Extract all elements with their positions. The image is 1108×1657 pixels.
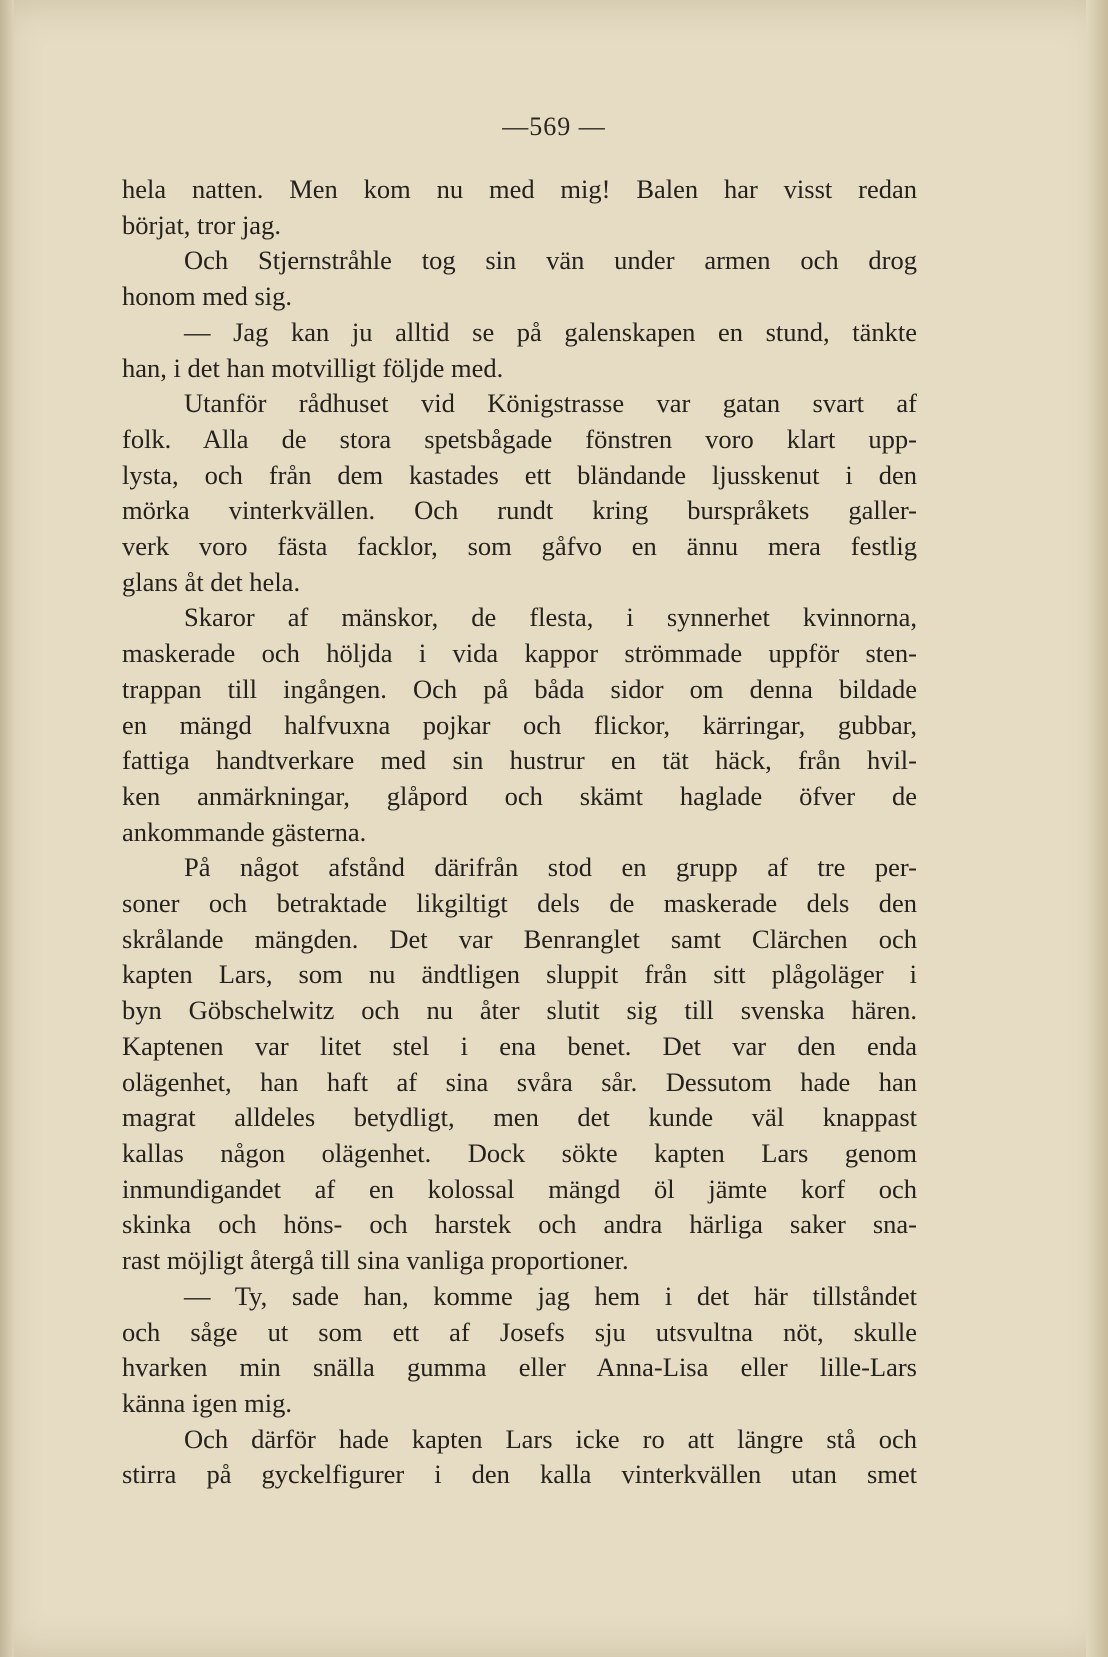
text-line: honom med sig. bbox=[122, 281, 293, 312]
text-line: ken anmärkningar, glåpord och skämt haglade öfver de bbox=[122, 780, 917, 811]
text-line: han, i det han motvilligt följde med. bbox=[122, 352, 504, 383]
text-line: kallas någon olägenhet. Dock sökte kapten Lars genom bbox=[122, 1137, 917, 1168]
text-line: skrålande mängden. Det var Benranglet samt Clärchen och bbox=[122, 923, 917, 954]
text-line: ankommande gästerna. bbox=[122, 816, 367, 847]
text-line: fattiga handtverkare med sin hustrur en tät häck, från hvil- bbox=[122, 745, 917, 776]
text-line: Skaror af mänskor, de flesta, i synnerhet kvinnorna, bbox=[184, 602, 917, 633]
text-line: — Ty, sade han, komme jag hem i det här tillståndet bbox=[184, 1280, 917, 1311]
text-line: kapten Lars, som nu ändtligen sluppit från sitt plågoläger i bbox=[122, 959, 917, 990]
text-line: — Jag kan ju alltid se på galenskapen en stund, tänkte bbox=[184, 316, 917, 347]
text-line: mörka vinterkvällen. Och rundt kring burspråkets galler- bbox=[122, 495, 917, 526]
text-line: verk voro fästa facklor, som gåfvo en ännu mera festlig bbox=[122, 531, 917, 562]
text-line: och såge ut som ett af Josefs sju utsvultna nöt, skulle bbox=[122, 1316, 917, 1347]
text-line: Och Stjernstråhle tog sin vän under armen och drog bbox=[184, 245, 917, 276]
text-line: stirra på gyckelfigurer i den kalla vinterkvällen utan smet bbox=[122, 1459, 917, 1490]
text-line: trappan till ingången. Och på båda sidor om denna bildade bbox=[122, 673, 917, 704]
text-line: inmundigandet af en kolossal mängd öl jämte korf och bbox=[122, 1173, 917, 1204]
text-line: hela natten. Men kom nu med mig! Balen har visst redan bbox=[122, 174, 917, 204]
page-right-edge bbox=[1086, 0, 1108, 1657]
text-line: På något afstånd därifrån stod en grupp af tre per- bbox=[184, 852, 917, 883]
page-number: —569 — bbox=[502, 112, 606, 141]
text-line: soner och betraktade likgiltigt dels de maskerade dels den bbox=[122, 888, 917, 919]
text-line: börjat, tror jag. bbox=[122, 209, 281, 240]
text-line: byn Göbschelwitz och nu åter slutit sig till svenska hären. bbox=[122, 995, 917, 1026]
text-line: magrat alldeles betydligt, men det kunde väl knappast bbox=[122, 1102, 917, 1133]
text-line: Utanför rådhuset vid Königstrasse var gatan svart af bbox=[184, 388, 917, 419]
text-line: en mängd halfvuxna pojkar och flickor, kärringar, gubbar, bbox=[122, 709, 917, 740]
text-line: känna igen mig. bbox=[122, 1387, 292, 1418]
text-line: olägenhet, han haft af sina svåra sår. Dessutom hade han bbox=[122, 1066, 917, 1097]
text-line: hvarken min snälla gumma eller Anna-Lisa eller lille-Lars bbox=[122, 1352, 917, 1383]
text-line: Och därför hade kapten Lars icke ro att längre stå och bbox=[184, 1423, 917, 1454]
body-text bbox=[122, 172, 917, 1493]
text-line: lysta, och från dem kastades ett bländande ljusskenut i den bbox=[122, 459, 917, 490]
text-line: folk. Alla de stora spetsbågade fönstren voro klart upp- bbox=[122, 423, 917, 454]
text-line: Kaptenen var litet stel i ena benet. Det var den enda bbox=[122, 1030, 917, 1061]
text-line: skinka och höns- och harstek och andra härliga saker sna- bbox=[122, 1209, 917, 1240]
text-line: maskerade och höljda i vida kappor strömmade uppför sten- bbox=[122, 638, 917, 669]
text-line: glans åt det hela. bbox=[122, 566, 301, 597]
text-line: rast möjligt återgå till sina vanliga proportioner. bbox=[122, 1245, 629, 1276]
page-left-edge bbox=[0, 0, 14, 1657]
